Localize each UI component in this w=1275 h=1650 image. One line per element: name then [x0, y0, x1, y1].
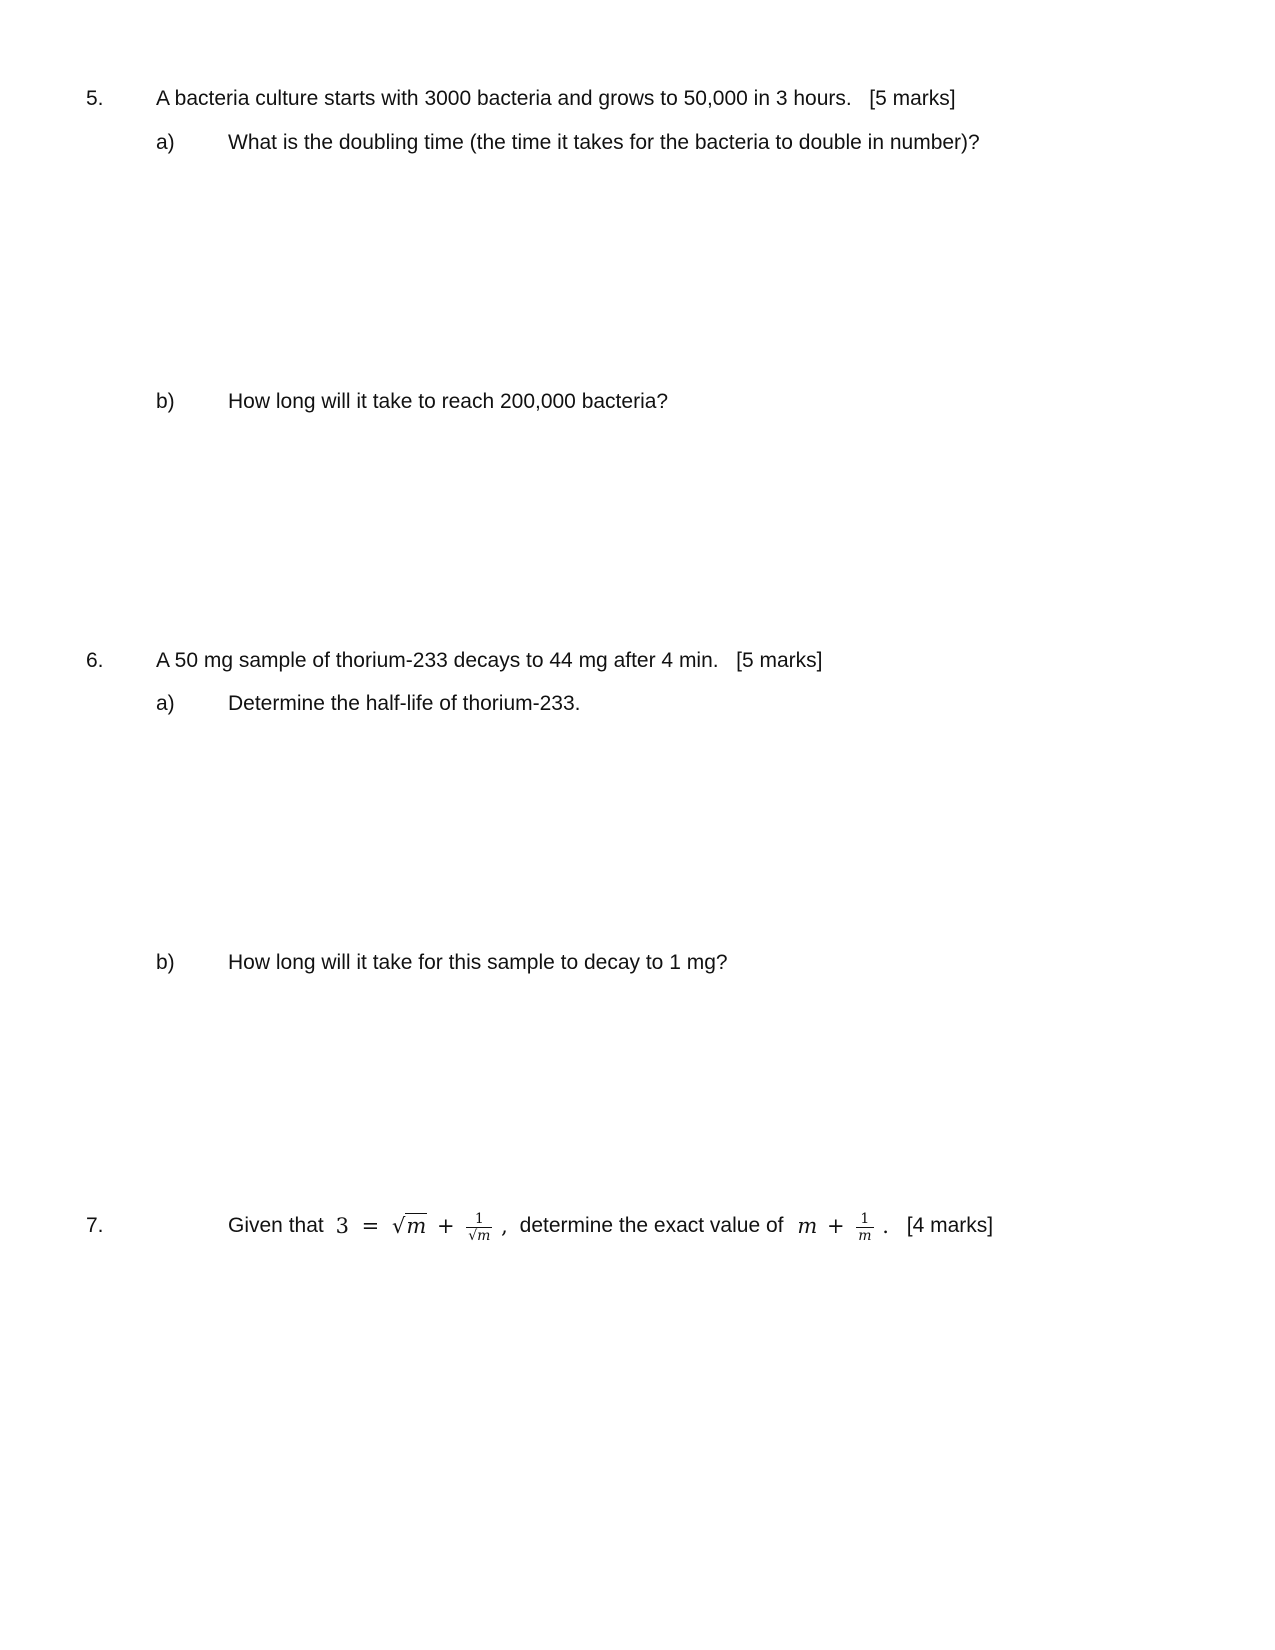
question-5-number: 5.: [86, 87, 104, 110]
question-7-line: [228, 1206, 993, 1246]
sqrt-symbol: √: [391, 1214, 406, 1239]
question-6-marks: [5 marks]: [736, 649, 823, 672]
question-5a-label: a): [156, 131, 175, 154]
question-6a-text: Determine the half-life of thorium-233.: [228, 692, 581, 715]
sqrt-m: [392, 1206, 427, 1246]
question-5-stem-text: A bacteria culture starts with 3000 bacteria and grows to 50,000 in 3 hours.: [156, 87, 852, 110]
sqrt-symbol-small: √: [468, 1228, 478, 1245]
question-7-middle: determine the exact value of: [519, 1214, 784, 1238]
question-7-expression: [797, 1206, 889, 1246]
fraction-one-over-sqrt-m: [466, 1212, 492, 1243]
fraction-denominator: [466, 1227, 492, 1243]
question-5b-text: How long will it take to reach 200,000 bacteria?: [228, 390, 669, 413]
question-6-number: 6.: [86, 649, 104, 672]
question-6-stem: [156, 648, 823, 674]
question-7-number: 7.: [86, 1214, 104, 1237]
question-7-equation: [336, 1206, 508, 1246]
question-7-marks: [4 marks]: [906, 1214, 994, 1238]
sqrt-radicand: m: [406, 1214, 427, 1239]
expression-var: m: [797, 1214, 818, 1239]
equation-lhs: 3: [335, 1214, 349, 1239]
question-6a-label: a): [156, 692, 175, 715]
question-6-stem-text: A 50 mg sample of thorium-233 decays to 44 mg after 4 min.: [156, 649, 719, 672]
question-6b-text: How long will it take for this sample to decay to 1 mg?: [228, 951, 728, 974]
question-5-stem: [156, 86, 956, 112]
question-5b-label: b): [156, 390, 175, 413]
question-5a-text: What is the doubling time (the time it takes for the bacteria to double in number)?: [228, 131, 980, 154]
expression-numerator: 1: [860, 1211, 870, 1228]
fraction-radicand: m: [477, 1228, 491, 1245]
fraction-numerator: 1: [474, 1211, 484, 1228]
expression-period: .: [882, 1214, 889, 1239]
expression-plus: +: [826, 1214, 845, 1239]
fraction-one-over-m: [856, 1212, 873, 1243]
question-5-marks: [5 marks]: [869, 87, 956, 110]
question-7-prefix: Given that: [228, 1214, 324, 1238]
equation-equals: =: [361, 1214, 380, 1239]
equation-plus: +: [436, 1214, 455, 1239]
question-6b-label: b): [156, 951, 175, 974]
expression-denominator-var: m: [858, 1228, 872, 1245]
expression-denominator: [856, 1227, 873, 1243]
equation-comma: ,: [501, 1214, 508, 1239]
